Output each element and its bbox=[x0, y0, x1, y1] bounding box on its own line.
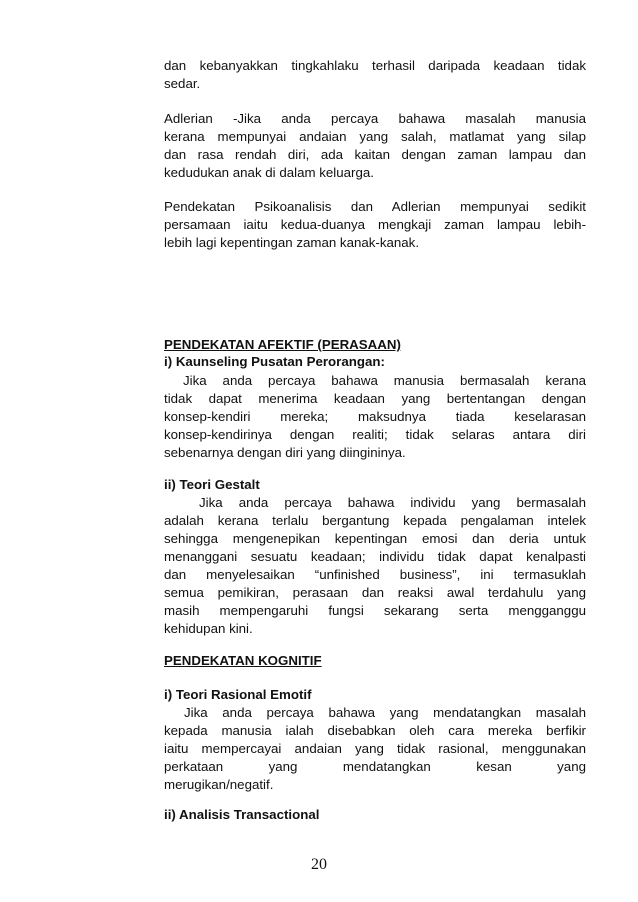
paragraph-line: iaitu mempercayai andaian yang tidak rasional, menggunakan bbox=[164, 741, 586, 756]
paragraph-line: tidak dapat menerima keadaan yang bertentangan dengan bbox=[164, 391, 586, 406]
paragraph-line: sedar. bbox=[164, 76, 201, 91]
paragraph-line: persamaan iaitu kedua-duanya mengkaji zaman lampau lebih- bbox=[164, 217, 586, 232]
paragraph-line: kehidupan kini. bbox=[164, 621, 253, 636]
paragraph-line: konsep-kendirinya dengan realiti; tidak selaras antara diri bbox=[164, 427, 586, 442]
paragraph-line: semua pemikiran, perasaan dan reaksi awal terdahulu yang bbox=[164, 585, 586, 600]
section-heading-afektif: PENDEKATAN AFEKTIF (PERASAAN) bbox=[164, 337, 401, 352]
paragraph-line: menanggani sesuatu keadaan; individu tidak dapat kenalpasti bbox=[164, 549, 586, 564]
paragraph-line: merugikan/negatif. bbox=[164, 777, 274, 792]
subsection-title: ii) Analisis Transactional bbox=[164, 807, 320, 822]
paragraph-line: konsep-kendiri mereka; maksudnya tiada keselarasan bbox=[164, 409, 586, 424]
paragraph-line: dan menyelesaikan “unfinished business”, ini termasuklah bbox=[164, 567, 586, 582]
page-number: 20 bbox=[311, 856, 327, 873]
paragraph-line: dan rasa rendah diri, ada kaitan dengan zaman lampau dan bbox=[164, 147, 586, 162]
paragraph-line: kepada manusia ialah disebabkan oleh cara mereka berfikir bbox=[164, 723, 586, 738]
paragraph-line: kerana mempunyai andaian yang salah, matlamat yang silap bbox=[164, 129, 586, 144]
paragraph-line: lebih lagi kepentingan zaman kanak-kanak. bbox=[164, 235, 420, 250]
paragraph-line: Jika anda percaya bahawa individu yang bermasalah bbox=[199, 495, 586, 510]
paragraph-line: adalah kerana terlalu bergantung kepada pengalaman intelek bbox=[164, 513, 586, 528]
subsection-title: ii) Teori Gestalt bbox=[164, 477, 260, 492]
subsection-title: i) Teori Rasional Emotif bbox=[164, 687, 312, 702]
paragraph-line: Jika anda percaya bahawa yang mendatangkan masalah bbox=[184, 705, 586, 720]
paragraph-line: Jika anda percaya bahawa manusia bermasalah kerana bbox=[183, 373, 586, 388]
section-heading-kognitif: PENDEKATAN KOGNITIF bbox=[164, 653, 322, 668]
paragraph-line: sebenarnya dengan diri yang diingininya. bbox=[164, 445, 406, 460]
subsection-title: i) Kaunseling Pusatan Perorangan: bbox=[164, 354, 385, 369]
paragraph-line: sehingga mengenepikan kepentingan emosi dan deria untuk bbox=[164, 531, 586, 546]
paragraph-line: dan kebanyakkan tingkahlaku terhasil daripada keadaan tidak bbox=[164, 58, 586, 73]
paragraph-line: masih mempengaruhi fungsi sekarang serta mengganggu bbox=[164, 603, 586, 618]
paragraph-line: Pendekatan Psikoanalisis dan Adlerian mempunyai sedikit bbox=[164, 199, 586, 214]
paragraph-line: kedudukan anak di dalam keluarga. bbox=[164, 165, 374, 180]
paragraph-line: Adlerian -Jika anda percaya bahawa masalah manusia bbox=[164, 111, 586, 126]
paragraph-line: perkataan yang mendatangkan kesan yang bbox=[164, 759, 586, 774]
